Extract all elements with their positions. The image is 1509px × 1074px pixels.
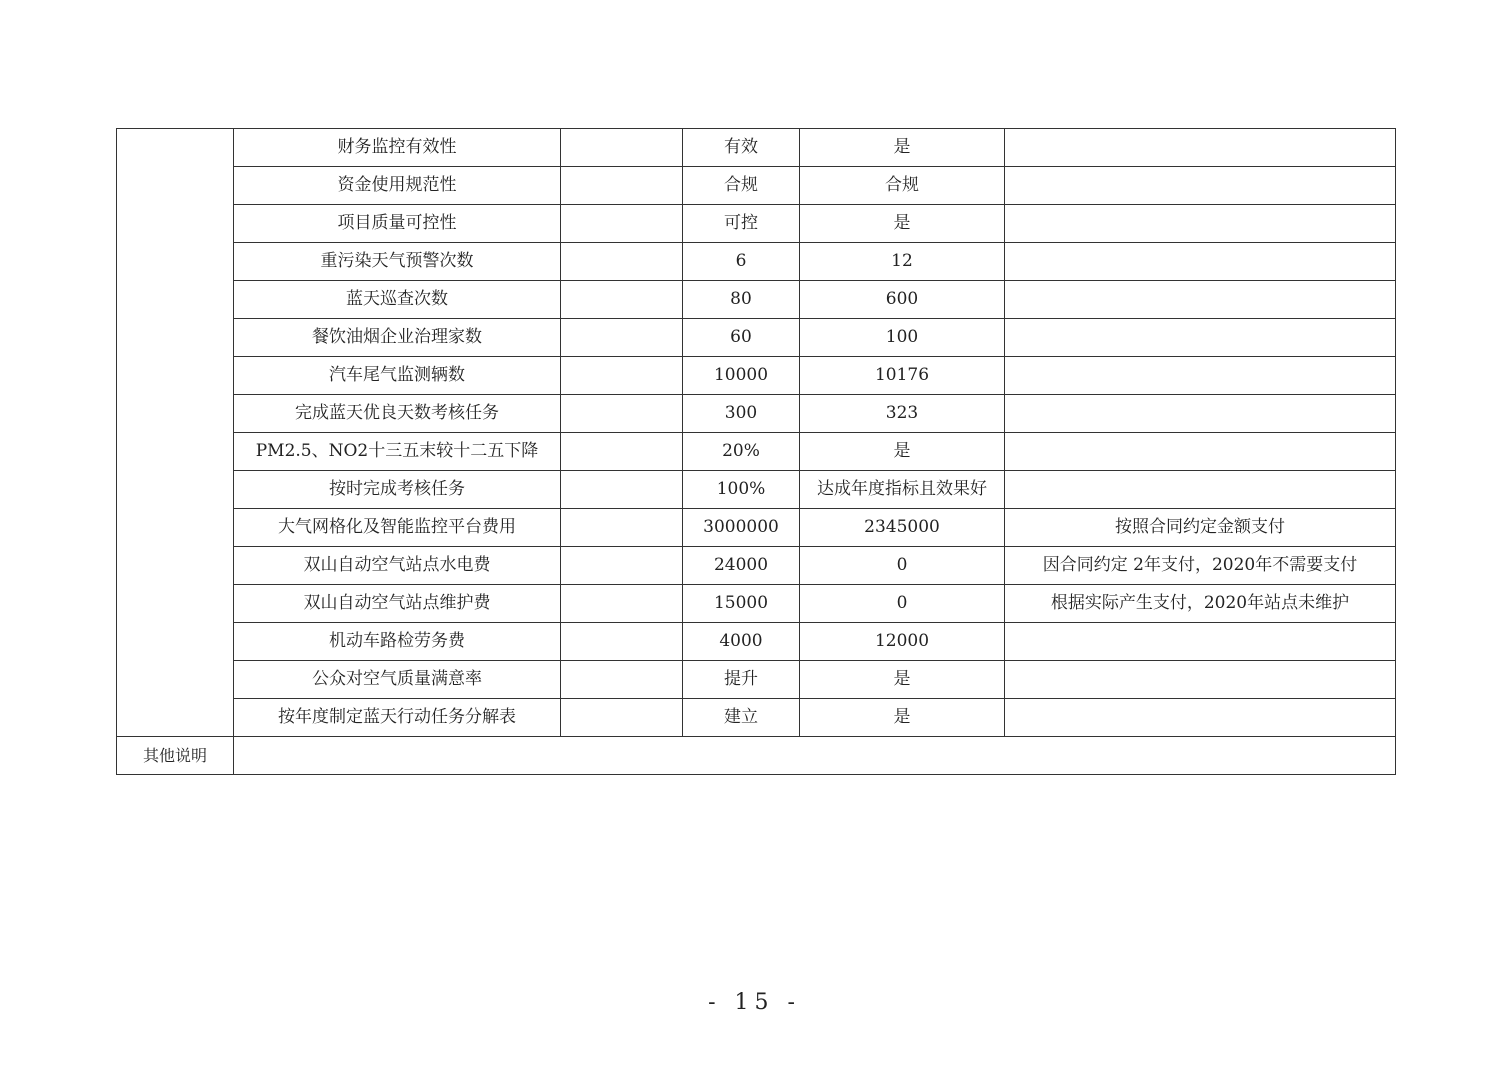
actual-value-cell: 12 — [800, 243, 1005, 281]
indicator-cell: 双山自动空气站点水电费 — [234, 547, 561, 585]
target-value-cell: 20% — [683, 433, 800, 471]
table-row — [117, 585, 1396, 623]
remark-cell — [1005, 661, 1396, 699]
target-value-cell: 4000 — [683, 623, 800, 661]
target-value-cell: 10000 — [683, 357, 800, 395]
table-row — [117, 129, 1396, 167]
remark-cell — [1005, 281, 1396, 319]
actual-value-cell: 2345000 — [800, 509, 1005, 547]
target-value-cell: 有效 — [683, 129, 800, 167]
table-row — [117, 547, 1396, 585]
remark-cell: 按照合同约定金额支付 — [1005, 509, 1396, 547]
indicator-cell: 重污染天气预警次数 — [234, 243, 561, 281]
blank-cell — [561, 585, 683, 623]
actual-value-cell: 100 — [800, 319, 1005, 357]
remark-cell — [1005, 433, 1396, 471]
actual-value-cell: 323 — [800, 395, 1005, 433]
table-row — [117, 661, 1396, 699]
indicator-cell: 按时完成考核任务 — [234, 471, 561, 509]
indicator-cell: 按年度制定蓝天行动任务分解表 — [234, 699, 561, 737]
actual-value-cell: 0 — [800, 547, 1005, 585]
table-row — [117, 623, 1396, 661]
blank-cell — [561, 281, 683, 319]
blank-cell — [561, 509, 683, 547]
target-value-cell: 3000000 — [683, 509, 800, 547]
actual-value-cell: 12000 — [800, 623, 1005, 661]
indicator-cell: PM2.5、NO2十三五末较十二五下降 — [234, 433, 561, 471]
table-row — [117, 357, 1396, 395]
table-row — [117, 471, 1396, 509]
target-value-cell: 建立 — [683, 699, 800, 737]
category-cell — [117, 129, 234, 737]
remark-cell — [1005, 167, 1396, 205]
notes-row — [117, 737, 1396, 775]
blank-cell — [561, 167, 683, 205]
remark-cell: 因合同约定 2年支付，2020年不需要支付 — [1005, 547, 1396, 585]
indicator-cell: 机动车路检劳务费 — [234, 623, 561, 661]
table-row — [117, 319, 1396, 357]
target-value-cell: 提升 — [683, 661, 800, 699]
remark-cell — [1005, 699, 1396, 737]
actual-value-cell: 0 — [800, 585, 1005, 623]
table-row — [117, 205, 1396, 243]
actual-value-cell: 10176 — [800, 357, 1005, 395]
indicator-cell: 完成蓝天优良天数考核任务 — [234, 395, 561, 433]
notes-value — [234, 737, 1396, 775]
actual-value-cell: 600 — [800, 281, 1005, 319]
indicator-cell: 大气网格化及智能监控平台费用 — [234, 509, 561, 547]
table-body — [117, 129, 1396, 775]
actual-value-cell: 是 — [800, 129, 1005, 167]
blank-cell — [561, 319, 683, 357]
performance-table — [116, 128, 1396, 775]
blank-cell — [561, 661, 683, 699]
remark-cell — [1005, 205, 1396, 243]
indicator-cell: 公众对空气质量满意率 — [234, 661, 561, 699]
blank-cell — [561, 129, 683, 167]
actual-value-cell: 是 — [800, 661, 1005, 699]
notes-label: 其他说明 — [117, 737, 234, 775]
blank-cell — [561, 623, 683, 661]
blank-cell — [561, 243, 683, 281]
remark-cell — [1005, 243, 1396, 281]
indicator-cell: 项目质量可控性 — [234, 205, 561, 243]
page-number: - 15 - — [708, 990, 801, 1015]
remark-cell — [1005, 319, 1396, 357]
target-value-cell: 可控 — [683, 205, 800, 243]
table-row — [117, 433, 1396, 471]
table-row — [117, 281, 1396, 319]
remark-cell — [1005, 357, 1396, 395]
indicator-cell: 蓝天巡查次数 — [234, 281, 561, 319]
remark-cell — [1005, 623, 1396, 661]
blank-cell — [561, 357, 683, 395]
target-value-cell: 60 — [683, 319, 800, 357]
target-value-cell: 24000 — [683, 547, 800, 585]
indicator-cell: 汽车尾气监测辆数 — [234, 357, 561, 395]
target-value-cell: 6 — [683, 243, 800, 281]
blank-cell — [561, 205, 683, 243]
table-row — [117, 509, 1396, 547]
actual-value-cell: 是 — [800, 205, 1005, 243]
remark-cell: 根据实际产生支付，2020年站点未维护 — [1005, 585, 1396, 623]
table-row — [117, 167, 1396, 205]
target-value-cell: 80 — [683, 281, 800, 319]
actual-value-cell: 合规 — [800, 167, 1005, 205]
actual-value-cell: 达成年度指标且效果好 — [800, 471, 1005, 509]
table-row — [117, 243, 1396, 281]
table-row — [117, 395, 1396, 433]
blank-cell — [561, 471, 683, 509]
blank-cell — [561, 699, 683, 737]
actual-value-cell: 是 — [800, 433, 1005, 471]
blank-cell — [561, 547, 683, 585]
target-value-cell: 15000 — [683, 585, 800, 623]
indicator-cell: 资金使用规范性 — [234, 167, 561, 205]
actual-value-cell: 是 — [800, 699, 1005, 737]
table-row — [117, 699, 1396, 737]
indicator-cell: 餐饮油烟企业治理家数 — [234, 319, 561, 357]
blank-cell — [561, 433, 683, 471]
remark-cell — [1005, 395, 1396, 433]
target-value-cell: 300 — [683, 395, 800, 433]
target-value-cell: 合规 — [683, 167, 800, 205]
indicator-cell: 财务监控有效性 — [234, 129, 561, 167]
indicator-cell: 双山自动空气站点维护费 — [234, 585, 561, 623]
target-value-cell: 100% — [683, 471, 800, 509]
remark-cell — [1005, 471, 1396, 509]
blank-cell — [561, 395, 683, 433]
remark-cell — [1005, 129, 1396, 167]
